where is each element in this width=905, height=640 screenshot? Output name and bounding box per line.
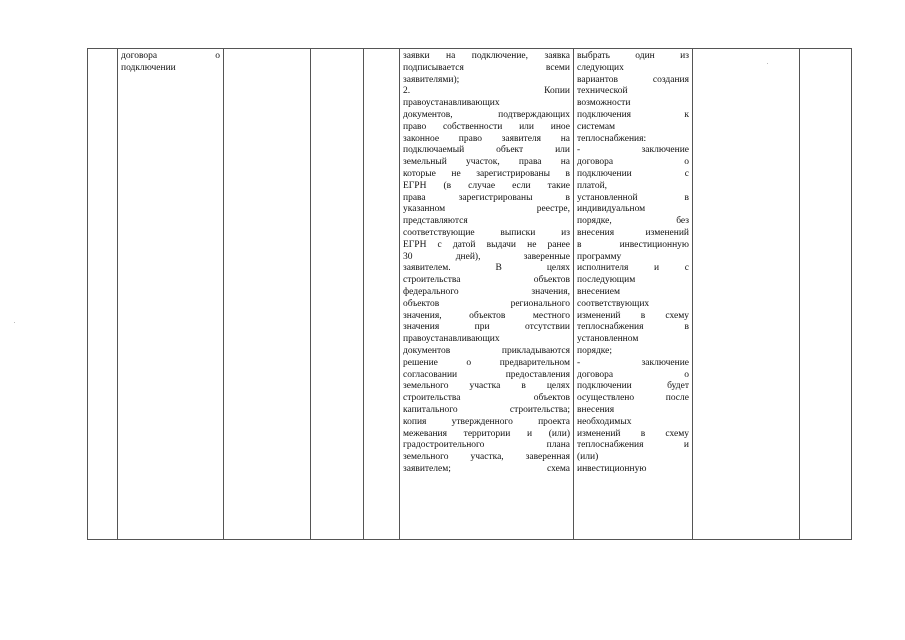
text-line: изменений в схему [577,428,689,439]
text-line: внесения изменений [577,227,689,238]
text-line: документов прикладываются [403,345,570,356]
text-line: подключении [121,62,176,73]
text-line: (или) [577,452,599,463]
text-line: согласовании предоставления [403,369,570,380]
text-line: установленной в [577,192,689,203]
text-line: правоустанавливающих [403,334,500,345]
text-line: документов, подтверждающих [403,109,570,120]
text-line: 30 дней), заверенные [403,251,570,262]
text-line: капитального строительства; [403,404,570,415]
cell-text-col6 [403,51,570,476]
cell-text-col2 [121,51,220,75]
text-line: подключаемый объект или [403,145,570,156]
text-line: подключении будет [577,381,689,392]
text-line: значения, объектов местного [403,310,570,321]
text-line: межевания территории и (или) [403,428,570,439]
text-line: заявителем; схема [403,463,570,474]
scan-speck [14,322,15,323]
text-line: внесения [577,404,615,415]
text-line: федерального значения, [403,286,570,297]
text-line: исполнителя и с [577,263,689,274]
text-line: системам [577,121,616,132]
text-line: установленном [577,334,639,345]
text-line: заявки на подключение, заявка [403,51,570,61]
table-cell-col9 [800,49,852,540]
text-line: градостроительного плана [403,440,570,451]
text-line: порядке; [577,345,613,356]
text-line: подключении с [577,168,689,179]
document-table [87,48,852,540]
text-line: заявителями); [403,74,460,85]
text-line: договора о [577,157,689,168]
text-line: ЕГРН (в случае если такие [403,180,570,191]
text-line: объектов регионального [403,298,570,309]
text-line: строительства объектов [403,275,570,286]
text-line: соответствующие выписки из [403,227,570,238]
text-line: представляются [403,216,468,227]
text-line: вариантов создания [577,74,689,85]
text-line: значения при отсутствии [403,322,570,333]
text-line: теплоснабжения: [577,133,647,144]
text-line: договора о [121,51,220,61]
text-line: ЕГРН с датой выдачи не ранее [403,239,570,250]
text-line: теплоснабжения в [577,322,689,333]
text-line: копия утвержденного проекта [403,416,570,427]
text-line: земельного участка в целях [403,381,570,392]
text-line: которые не зарегистрированы в [403,168,570,179]
text-line: земельного участка, заверенная [403,452,570,463]
text-line: платой, [577,180,608,191]
text-line: возможности [577,98,631,109]
text-line: подключения к [577,109,689,120]
text-line: решение о предварительном [403,357,570,368]
text-line: изменений в схему [577,310,689,321]
table-cell-col4 [311,49,364,540]
table-cell-col2 [118,49,224,540]
text-line: строительства объектов [403,393,570,404]
text-line: осуществлено после [577,393,689,404]
scan-speck [767,63,768,64]
text-line: технической [577,86,628,97]
table-cell-col6 [400,49,574,540]
text-line: последующим [577,275,636,286]
cell-text-col7 [577,51,689,476]
text-line: необходимых [577,416,632,427]
text-line: в инвестиционную [577,239,689,250]
text-line: теплоснабжения и [577,440,689,451]
text-line: - заключение [577,145,689,156]
text-line: заявителем. В целях [403,263,570,274]
text-line: индивидуальном [577,204,646,215]
text-line: 2. Копии [403,86,570,97]
table-cell-col8 [693,49,800,540]
text-line: договора о [577,369,689,380]
text-line: права зарегистрированы в [403,192,570,203]
text-line: программу [577,251,622,262]
table-row [88,49,852,540]
text-line: следующих [577,62,624,73]
text-line: инвестиционную [577,463,647,474]
text-line: правоустанавливающих [403,98,500,109]
table-cell-col3 [224,49,311,540]
text-line: порядке, без [577,216,689,227]
table-cell-col5 [364,49,400,540]
text-line: соответствующих [577,298,650,309]
text-line: выбрать один из [577,51,689,61]
text-line: земельный участок, права на [403,157,570,168]
table-cell-col1 [88,49,118,540]
text-line: законное право заявителя на [403,133,570,144]
table-cell-col7 [574,49,693,540]
text-line: подписывается всеми [403,62,570,73]
text-line: внесением [577,286,620,297]
text-line: - заключение [577,357,689,368]
text-line: право собственности или иное [403,121,570,132]
text-line: указанном реестре, [403,204,570,215]
